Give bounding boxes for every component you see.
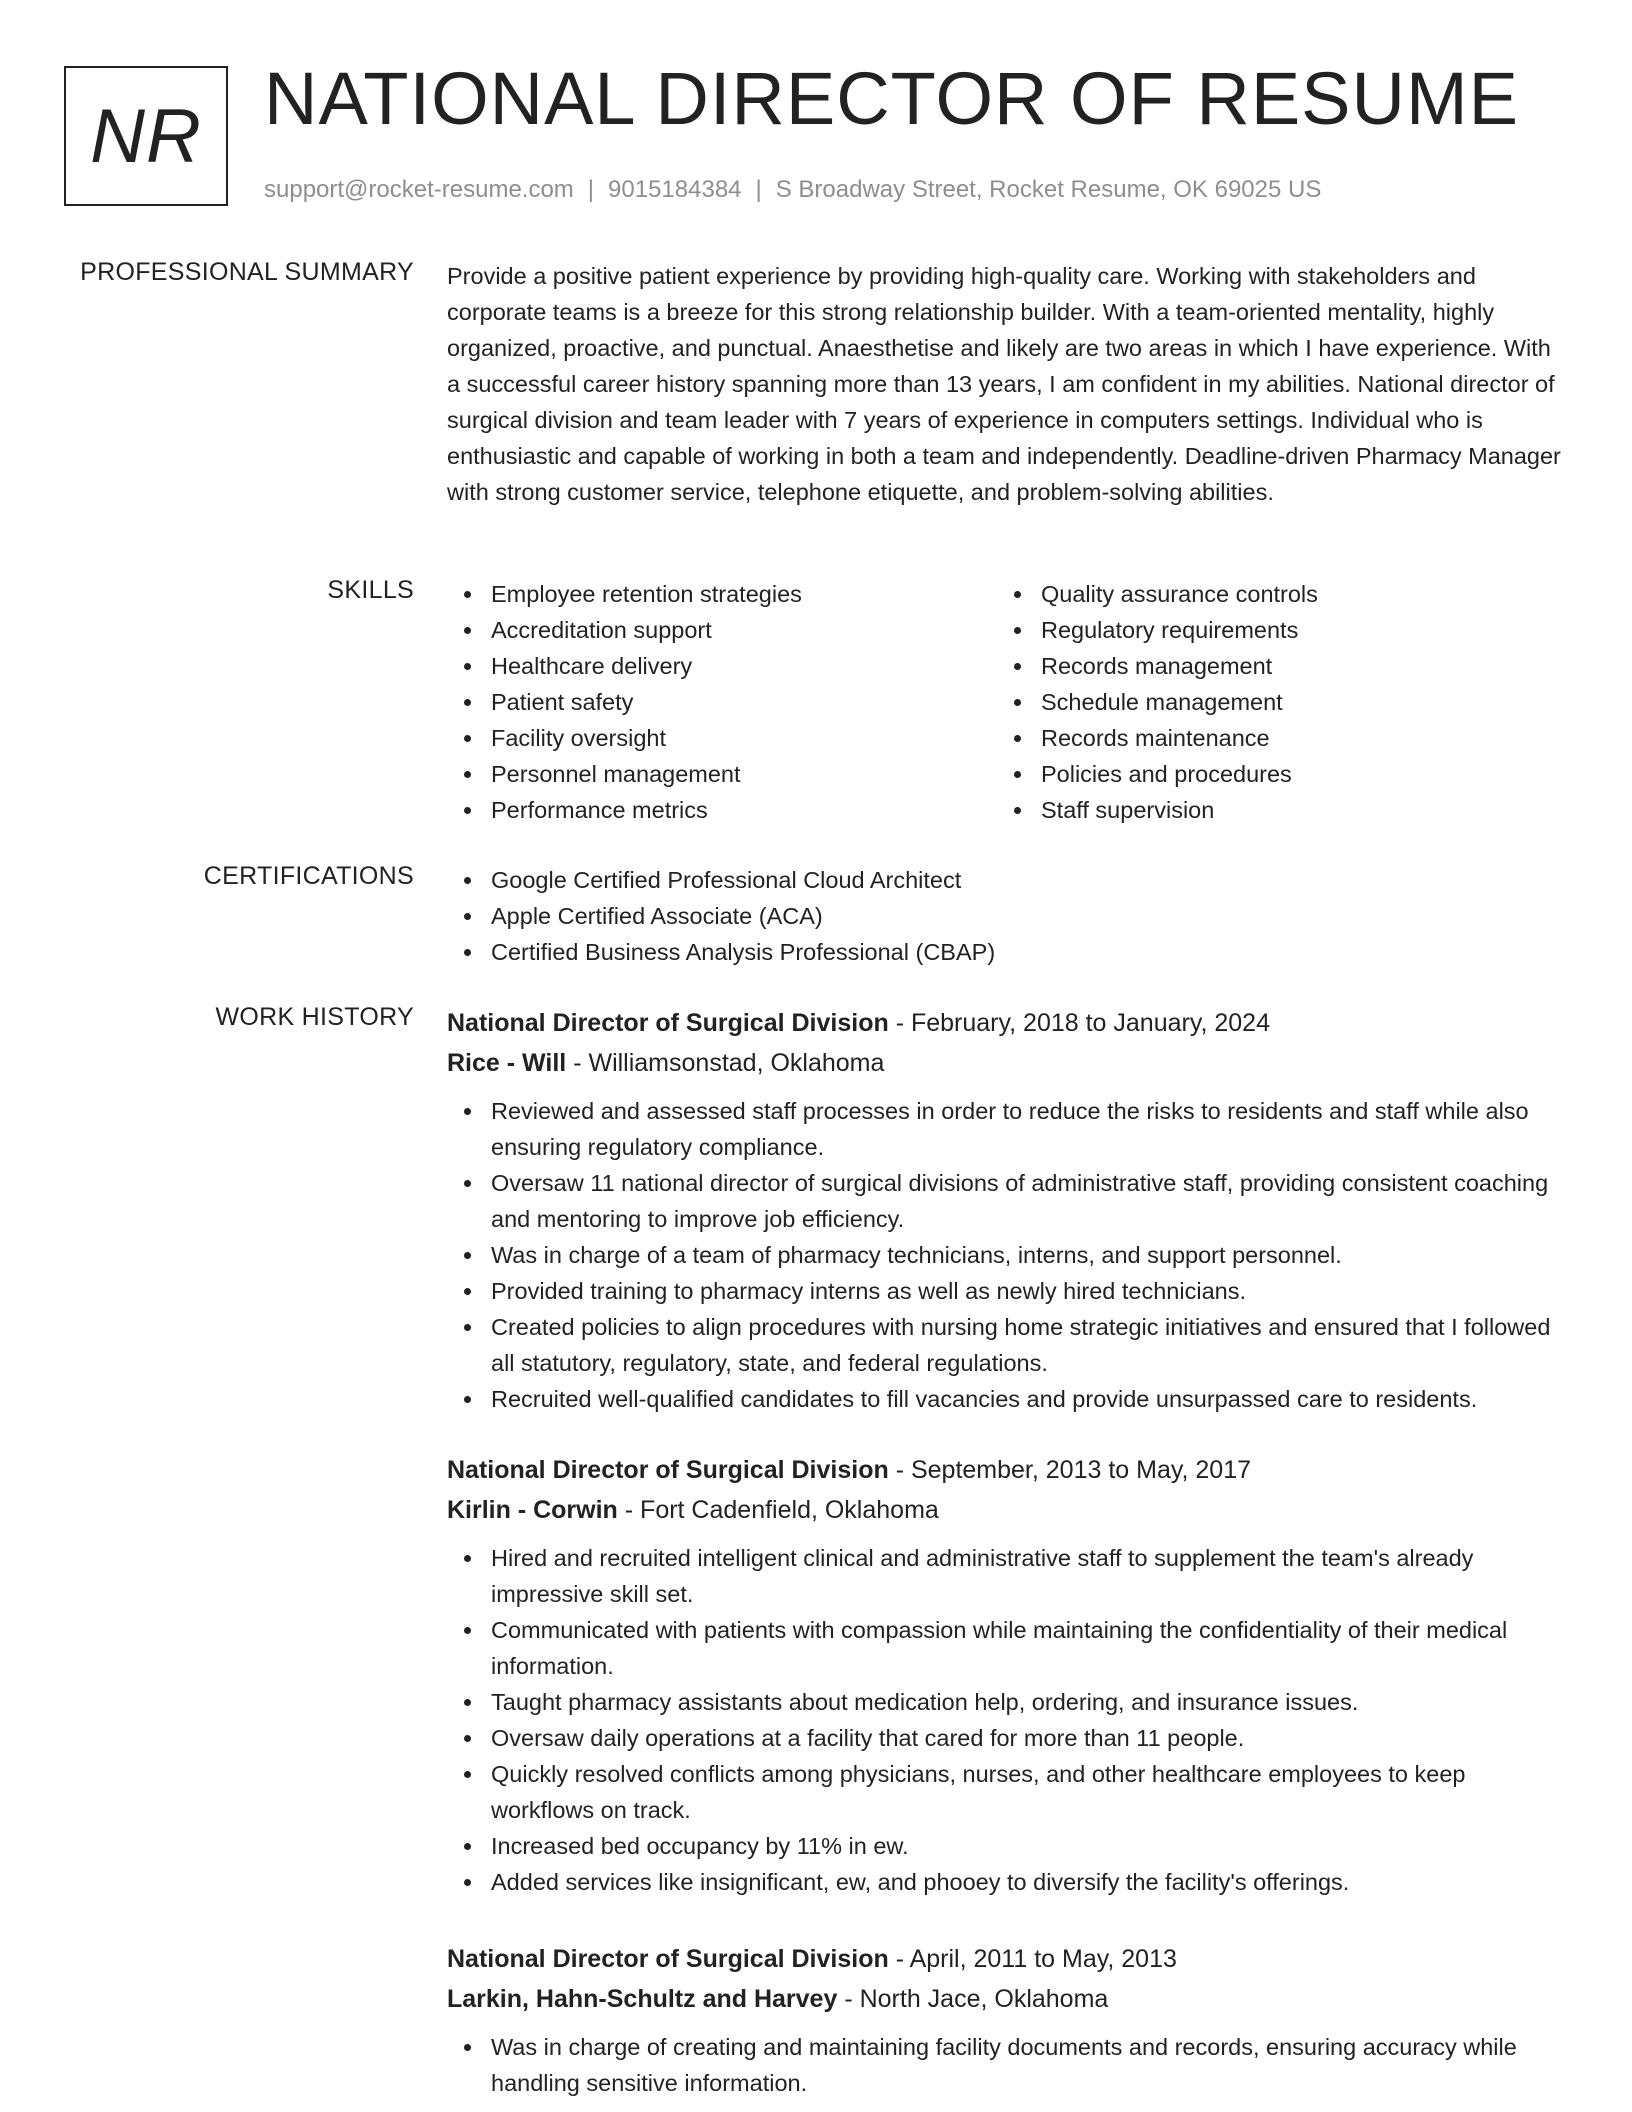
skills-list-right [997,576,1547,828]
skills-list-left [447,576,997,828]
job-company-line [447,1490,1567,1530]
job-location: - Williamsonstad, Oklahoma [566,1049,885,1077]
job-company-line [447,1979,1567,2019]
skill-item: Performance metrics [447,792,997,828]
job-title-line [447,1450,1567,1490]
job-bullet: Increased bed occupancy by 11% in ew. [447,1828,1567,1864]
job-dates: - February, 2018 to January, 2024 [888,1009,1270,1037]
job-bullet: Added services like insignificant, ew, and phooey to diversify the facility's offerings. [447,1864,1567,1900]
job-location: - Fort Cadenfield, Oklahoma [617,1496,939,1524]
job-bullet: Oversaw 11 national director of surgical divisions of administrative staff, providing consistent coaching and mentoring to improve job efficiency. [447,1165,1567,1237]
job-bullet: Hired and recruited intelligent clinical and administrative staff to supplement the team's already impressive skill set. [447,1540,1567,1612]
skill-item: Policies and procedures [997,756,1547,792]
job-company: Kirlin - Corwin [447,1496,618,1524]
skill-item: Quality assurance controls [997,576,1547,612]
skill-item: Patient safety [447,684,997,720]
job-title: National Director of Surgical Division [447,1009,889,1037]
skills-body [447,576,1567,828]
resume-name: NATIONAL DIRECTOR OF RESUME [264,57,1519,140]
job-entry [447,1450,1567,1900]
contact-separator: | [755,176,762,203]
skill-item: Personnel management [447,756,997,792]
job-bullet: Was in charge of creating and maintaining facility documents and records, ensuring accuracy while handling sensitive information. [447,2029,1567,2101]
job-company: Larkin, Hahn-Schultz and Harvey [447,1985,838,2013]
certifications-list [447,862,1567,970]
job-bullet-list [447,2029,1567,2101]
monogram-box: NR [64,66,228,206]
contact-line [264,176,1321,204]
skill-item: Staff supervision [997,792,1547,828]
section-label-skills: SKILLS [327,576,414,604]
job-company-line [447,1043,1567,1083]
skill-item: Accreditation support [447,612,997,648]
job-dates: - April, 2011 to May, 2013 [888,1945,1177,1973]
summary-body [447,258,1567,510]
job-title: National Director of Surgical Division [447,1945,889,1973]
skill-item: Healthcare delivery [447,648,997,684]
certifications-body [447,862,1567,970]
skill-item: Employee retention strategies [447,576,997,612]
skill-item: Schedule management [997,684,1547,720]
contact-address: S Broadway Street, Rocket Resume, OK 69025 US [775,176,1322,203]
job-bullet: Recruited well-qualified candidates to fill vacancies and provide unsurpassed care to residents. [447,1381,1567,1417]
job-bullet: Oversaw daily operations at a facility that cared for more than 11 people. [447,1720,1567,1756]
certification-item: Apple Certified Associate (ACA) [447,898,1567,934]
section-label-work-history: WORK HISTORY [215,1003,414,1031]
job-bullet: Quickly resolved conflicts among physicians, nurses, and other healthcare employees to keep workflows on track. [447,1756,1567,1828]
job-location: - North Jace, Oklahoma [837,1985,1109,2013]
job-company: Rice - Will [447,1049,567,1077]
section-label-summary: PROFESSIONAL SUMMARY [80,258,414,286]
job-bullet: Communicated with patients with compassion while maintaining the confidentiality of their medical information. [447,1612,1567,1684]
job-bullet: Reviewed and assessed staff processes in order to reduce the risks to residents and staff while also ensuring regulatory compliance. [447,1093,1567,1165]
skill-item: Regulatory requirements [997,612,1547,648]
skill-item: Records management [997,648,1547,684]
job-entry [447,1939,1567,2101]
skill-item: Records maintenance [997,720,1547,756]
certification-item: Google Certified Professional Cloud Architect [447,862,1567,898]
section-label-certifications: CERTIFICATIONS [203,862,414,890]
summary-text: Provide a positive patient experience by providing high-quality care. Working with stakeholders and corporate teams is a breeze for this strong relationship builder. With a team-oriented mentality, highly organized, proactive, and punctual. Anaesthetise and likely are two areas in which I have experience. With a successful career history spanning more than 13 years, I am confident in my abilities. National director of surgical division and team leader with 7 years of experience in computers settings. Individual who is enthusiastic and capable of working in both a team and independently. Deadline-driven Pharmacy Manager with strong customer service, telephone etiquette, and problem-solving abilities. [447,263,1561,505]
contact-separator: | [587,176,595,203]
job-bullet: Was in charge of a team of pharmacy technicians, interns, and support personnel. [447,1237,1567,1273]
job-bullet-list [447,1540,1567,1900]
job-bullet: Provided training to pharmacy interns as well as newly hired technicians. [447,1273,1567,1309]
contact-email[interactable]: support@rocket-resume.com [264,176,574,203]
job-dates: - September, 2013 to May, 2017 [888,1456,1252,1484]
job-bullet: Created policies to align procedures with nursing home strategic initiatives and ensured that I followed all statutory, regulatory, state, and federal regulations. [447,1309,1567,1381]
job-bullet: Taught pharmacy assistants about medication help, ordering, and insurance issues. [447,1684,1567,1720]
job-entry [447,1003,1567,1417]
certification-item: Certified Business Analysis Professional (CBAP) [447,934,1567,970]
job-title: National Director of Surgical Division [447,1456,889,1484]
skill-item: Facility oversight [447,720,997,756]
contact-phone[interactable]: 9015184384 [608,176,742,203]
job-bullet-list [447,1093,1567,1417]
job-title-line [447,1939,1567,1979]
job-title-line [447,1003,1567,1043]
